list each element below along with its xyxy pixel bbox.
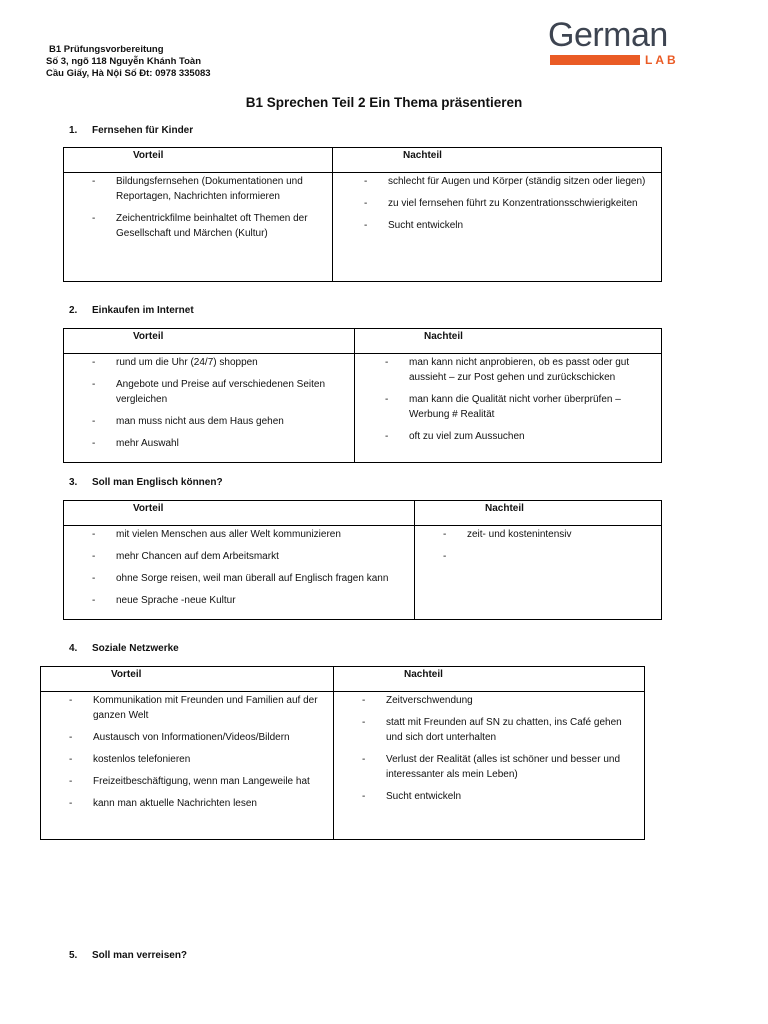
list-item [362,752,636,782]
nachteil-cell [333,173,662,282]
nachteil-cell [415,526,662,620]
item-text: Kommunikation mit Freunden und Familien auf der ganzen Welt [93,695,318,721]
dash-bullet: - [362,717,366,728]
logo-sub: LAB [645,53,679,67]
dash-bullet: - [385,394,389,405]
section-2-title: 2. Einkaufen im Internet [69,305,194,316]
list-item [92,436,338,451]
nachteil-cell [334,692,645,840]
header-vorteil: Vorteil [41,667,334,692]
list-item [69,774,333,789]
table-body-row [41,692,645,840]
item-text: mehr Chancen auf dem Arbeitsmarkt [116,551,279,562]
list-item [385,429,649,444]
table-einkaufen [63,328,662,463]
item-text: schlecht für Augen und Körper (ständig sitzen oder liegen) [388,176,646,187]
list-item [385,392,649,422]
table-body-row [64,354,662,463]
dash-bullet: - [92,176,96,187]
item-text: oft zu viel zum Aussuchen [409,431,525,442]
item-text: kostenlos telefonieren [93,754,191,765]
item-text: neue Sprache -neue Kultur [116,595,236,606]
header-nachteil: Nachteil [334,667,645,692]
dash-bullet: - [92,595,96,606]
logo-word: German [548,16,668,54]
item-text: ohne Sorge reisen, weil man überall auf Englisch fragen kann [116,573,389,584]
list-item [92,593,406,608]
header-vorteil: Vorteil [64,501,415,526]
item-text: Sucht entwickeln [388,220,464,231]
item-text: Zeichentrickfilme beinhaltet oft Themen der Gesellschaft und Märchen (Kultur) [116,213,308,239]
header-vorteil: Vorteil [64,329,355,354]
header-vorteil: Vorteil [64,148,333,173]
header-info [46,44,211,80]
vorteil-cell [64,354,355,463]
item-text: zu viel fernsehen führt zu Konzentrationsschwierigkeiten [388,198,638,209]
list-item [92,527,406,542]
table-header-row [41,667,645,692]
list-item [92,377,338,407]
list-item [364,174,683,189]
list-item [92,174,326,204]
table-soziale-netzwerke [40,666,645,840]
dash-bullet: - [92,551,96,562]
list-item [364,218,683,233]
dash-bullet: - [364,220,368,231]
dash-bullet: - [92,529,96,540]
list-item [443,527,667,542]
vorteil-cell [64,173,333,282]
section-1-title: 1. Fernsehen für Kinder [69,125,194,136]
item-text: Bildungsfernsehen (Dokumentationen und Reportagen, Nachrichten informieren [116,176,303,202]
address-line-1: Số 3, ngõ 118 Nguyễn Khánh Toàn [46,56,202,67]
dash-bullet: - [92,573,96,584]
item-text: Zeitverschwendung [386,695,473,706]
dash-bullet: - [362,791,366,802]
german-lab-logo [548,16,685,70]
dash-bullet: - [69,732,73,743]
list-item [92,414,338,429]
list-item [69,796,333,811]
dash-bullet: - [362,754,366,765]
list-item [362,693,636,708]
dash-bullet: - [92,379,96,390]
dash-bullet: - [92,357,96,368]
logo-accent-bar [550,55,640,65]
list-item [69,752,333,767]
item-text: Angebote und Preise auf verschiedenen Seiten vergleichen [116,379,326,405]
item-text: mehr Auswahl [116,438,179,449]
list-item [69,730,333,745]
dash-bullet: - [443,529,447,540]
document-title: B1 Sprechen Teil 2 Ein Thema präsentieren [245,95,523,110]
list-item [362,789,636,804]
list-item [362,715,636,745]
dash-bullet: - [92,438,96,449]
item-text: man kann nicht anprobieren, ob es passt oder gut aussieht – zur Post gehen und zurückschicken [409,357,630,383]
header-nachteil: Nachteil [355,329,662,354]
item-text: Verlust der Realität (alles ist schöner und besser und interessanter als mein Leben) [386,754,621,780]
dash-bullet: - [385,357,389,368]
section-3-title: 3. Soll man Englisch können? [69,477,223,488]
dash-bullet: - [364,176,368,187]
nachteil-cell [355,354,662,463]
dash-bullet: - [364,198,368,209]
dash-bullet: - [443,551,447,562]
dash-bullet: - [69,798,73,809]
item-text: rund um die Uhr (24/7) shoppen [116,357,258,368]
table-fernsehen [63,147,662,282]
item-text: zeit- und kostenintensiv [467,529,572,540]
list-item [92,211,326,241]
item-text: man kann die Qualität nicht vorher überprüfen – Werbung # Realität [409,394,621,420]
section-4-title: 4. Soziale Netzwerke [69,643,179,654]
header-nachteil: Nachteil [415,501,662,526]
table-header-row [64,501,662,526]
section-5-title: 5. Soll man verreisen? [69,950,188,961]
list-item [92,355,338,370]
vorteil-cell [64,526,415,620]
table-englisch [63,500,662,620]
item-text: Austausch von Informationen/Videos/Bildern [93,732,290,743]
item-text: Freizeitbeschäftigung, wenn man Langeweile hat [93,776,310,787]
item-text: Sucht entwickeln [386,791,462,802]
dash-bullet: - [69,754,73,765]
list-item [364,196,683,211]
table-body-row [64,173,662,282]
dash-bullet: - [362,695,366,706]
dash-bullet: - [92,416,96,427]
item-text: statt mit Freunden auf SN zu chatten, ins Café gehen und sich dort unterhalten [386,717,622,743]
list-item [92,571,406,586]
dash-bullet: - [69,695,73,706]
school-name: B1 Prüfungsvorbereitung [49,44,164,55]
table-header-row [64,329,662,354]
dash-bullet: - [385,431,389,442]
item-text: mit vielen Menschen aus aller Welt kommunizieren [116,529,341,540]
table-body-row [64,526,662,620]
table-header-row [64,148,662,173]
list-item [69,693,333,723]
list-item [92,549,406,564]
item-text: man muss nicht aus dem Haus gehen [116,416,284,427]
vorteil-cell [41,692,334,840]
list-item [385,355,649,385]
header-nachteil: Nachteil [333,148,662,173]
dash-bullet: - [92,213,96,224]
address-line-2: Cầu Giấy, Hà Nội Số Đt: 0978 335083 [46,68,211,79]
item-text: kann man aktuelle Nachrichten lesen [93,798,257,809]
dash-bullet: - [69,776,73,787]
